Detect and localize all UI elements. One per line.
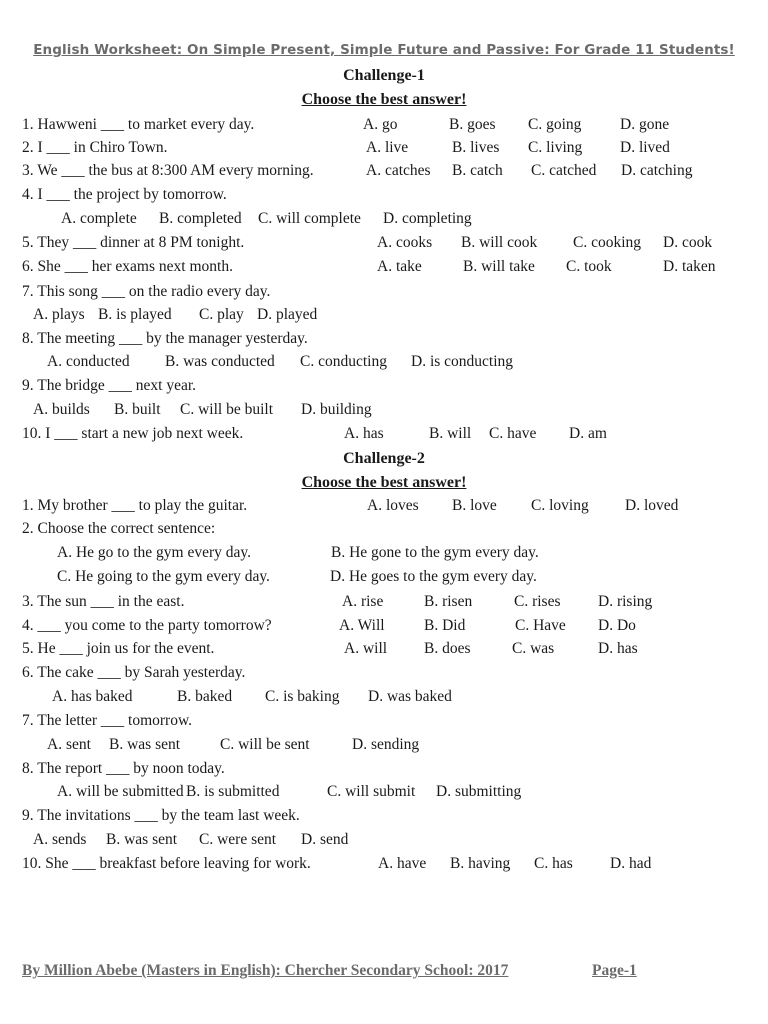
answer-option: B. having	[450, 855, 511, 872]
answer-option: B. was conducted	[165, 353, 275, 370]
answer-option: C. will be built	[180, 401, 273, 418]
answer-option: A. will	[344, 640, 388, 657]
answer-option: B. built	[114, 401, 161, 418]
answer-option: C. is baking	[265, 688, 340, 705]
answer-option: A. has	[344, 425, 384, 442]
answer-option: B. is submitted	[186, 783, 280, 800]
answer-option: A. complete	[61, 210, 137, 227]
answer-option: A. builds	[33, 401, 90, 418]
answer-option: A. rise	[342, 593, 384, 610]
question-text: 1. My brother ___ to play the guitar.	[22, 497, 248, 514]
answer-option: D. rising	[598, 593, 653, 610]
question-text: 8. The meeting ___ by the manager yesterday.	[22, 330, 308, 347]
answer-option: A. cooks	[377, 234, 433, 251]
answer-option: B. was sent	[106, 831, 178, 848]
answer-option: D. sending	[352, 736, 420, 753]
challenge1-line	[0, 234, 768, 256]
answer-option: C. Have	[515, 617, 566, 634]
challenge-2-title: Challenge-2	[343, 450, 425, 467]
question-text: 8. The report ___ by noon today.	[22, 760, 225, 777]
answer-option: B. baked	[177, 688, 233, 705]
answer-option: A. catches	[366, 162, 431, 179]
answer-option: D. is conducting	[411, 353, 514, 370]
question-text: 9. The invitations ___ by the team last week.	[22, 807, 300, 824]
answer-option: B. was sent	[109, 736, 181, 753]
answer-option: C. will be sent	[220, 736, 310, 753]
challenge2-line	[0, 736, 768, 758]
challenge2-line	[0, 807, 768, 829]
answer-option: A. take	[377, 258, 422, 275]
answer-option: D. Do	[598, 617, 636, 634]
question-text: 4. I ___ the project by tomorrow.	[22, 186, 227, 203]
answer-option: A. plays	[33, 306, 85, 323]
challenge1-line	[0, 330, 768, 352]
answer-option: B. He gone to the gym every day.	[331, 544, 539, 561]
answer-option: B. will cook	[461, 234, 538, 251]
answer-option: C. will complete	[258, 210, 361, 227]
challenge1-line	[0, 401, 768, 423]
challenge2-line	[0, 497, 768, 519]
answer-option: D. building	[301, 401, 372, 418]
answer-option: A. conducted	[47, 353, 130, 370]
answer-option: D. has	[598, 640, 638, 657]
answer-option: D. catching	[621, 162, 693, 179]
challenge-1-title: Challenge-1	[343, 67, 425, 84]
answer-option: B. goes	[449, 116, 496, 133]
question-text: 7. The letter ___ tomorrow.	[22, 712, 193, 729]
challenge2-line	[0, 520, 768, 542]
answer-option: C. cooking	[573, 234, 642, 251]
question-text: 6. The cake ___ by Sarah yesterday.	[22, 664, 246, 681]
answer-option: A. He go to the gym every day.	[57, 544, 251, 561]
question-text: 7. This song ___ on the radio every day.	[22, 283, 271, 300]
answer-option: B. will	[429, 425, 472, 442]
answer-option: D. was baked	[368, 688, 452, 705]
answer-option: C. conducting	[300, 353, 387, 370]
challenge1-line	[0, 306, 768, 328]
answer-option: C. have	[489, 425, 537, 442]
answer-option: D. gone	[620, 116, 670, 133]
answer-option: D. loved	[625, 497, 679, 514]
answer-option: A. sent	[47, 736, 91, 753]
answer-option: B. is played	[98, 306, 172, 323]
challenge2-line	[0, 664, 768, 686]
answer-option: C. He going to the gym every day.	[57, 568, 270, 585]
question-text: 5. They ___ dinner at 8 PM tonight.	[22, 234, 245, 251]
answer-option: D. taken	[663, 258, 716, 275]
answer-option: B. risen	[424, 593, 473, 610]
answer-option: B. does	[424, 640, 471, 657]
challenge1-line	[0, 283, 768, 305]
challenge1-line	[0, 210, 768, 232]
challenge2-line	[0, 712, 768, 734]
answer-option: C. catched	[531, 162, 597, 179]
answer-option: C. going	[528, 116, 582, 133]
challenge1-line	[0, 186, 768, 208]
answer-option: D. cook	[663, 234, 713, 251]
challenge1-line	[0, 425, 768, 447]
challenge1-line	[0, 162, 768, 184]
challenge2-line	[0, 617, 768, 639]
answer-option: A. loves	[367, 497, 419, 514]
footer-credit: By Million Abebe (Masters in English): Chercher Secondary School: 2017	[22, 962, 509, 979]
answer-option: A. will be submitted	[57, 783, 184, 800]
question-text: 3. We ___ the bus at 8:300 AM every morning.	[22, 162, 314, 179]
answer-option: C. will submit	[327, 783, 416, 800]
answer-option: D. had	[610, 855, 652, 872]
challenge1-line	[0, 377, 768, 399]
answer-option: C. were sent	[199, 831, 277, 848]
challenge2-line	[0, 688, 768, 710]
answer-option: C. took	[566, 258, 612, 275]
answer-option: A. have	[378, 855, 427, 872]
answer-option: D. submitting	[436, 783, 522, 800]
answer-option: D. He goes to the gym every day.	[330, 568, 537, 585]
challenge2-line	[0, 593, 768, 615]
question-text: 10. She ___ breakfast before leaving for work.	[22, 855, 311, 872]
answer-option: B. lives	[452, 139, 500, 156]
answer-option: B. catch	[452, 162, 503, 179]
answer-option: D. completing	[383, 210, 472, 227]
question-text: 2. Choose the correct sentence:	[22, 520, 216, 537]
answer-option: C. living	[528, 139, 583, 156]
challenge2-line	[0, 568, 768, 590]
answer-option: C. has	[534, 855, 573, 872]
question-text: 6. She ___ her exams next month.	[22, 258, 233, 275]
answer-option: C. was	[512, 640, 555, 657]
challenge2-line	[0, 544, 768, 566]
question-text: 1. Hawweni ___ to market every day.	[22, 116, 255, 133]
challenge1-line	[0, 116, 768, 138]
challenge2-line	[0, 855, 768, 877]
answer-option: C. rises	[514, 593, 561, 610]
question-text: 2. I ___ in Chiro Town.	[22, 139, 168, 156]
question-text: 10. I ___ start a new job next week.	[22, 425, 244, 442]
answer-option: B. Did	[424, 617, 466, 634]
challenge1-line	[0, 139, 768, 161]
answer-option: C. play	[199, 306, 244, 323]
answer-option: A. sends	[33, 831, 87, 848]
challenge-2-instruction: Choose the best answer!	[301, 474, 467, 491]
challenge1-line	[0, 258, 768, 280]
answer-option: A. has baked	[52, 688, 133, 705]
answer-option: A. live	[366, 139, 409, 156]
question-text: 3. The sun ___ in the east.	[22, 593, 185, 610]
worksheet-header: English Worksheet: On Simple Present, Simple Future and Passive: For Grade 11 Students!	[33, 42, 735, 58]
question-text: 9. The bridge ___ next year.	[22, 377, 197, 394]
answer-option: D. am	[569, 425, 607, 442]
answer-option: D. lived	[620, 139, 670, 156]
challenge2-line	[0, 640, 768, 662]
footer-page-number: Page-1	[592, 962, 637, 979]
answer-option: B. will take	[463, 258, 535, 275]
question-text: 4. ___ you come to the party tomorrow?	[22, 617, 272, 634]
challenge-1-instruction: Choose the best answer!	[301, 91, 467, 108]
answer-option: C. loving	[531, 497, 589, 514]
question-text: 5. He ___ join us for the event.	[22, 640, 215, 657]
challenge1-line	[0, 353, 768, 375]
answer-option: B. love	[452, 497, 497, 514]
answer-option: D. send	[301, 831, 349, 848]
challenge2-line	[0, 831, 768, 853]
answer-option: A. Will	[339, 617, 385, 634]
answer-option: D. played	[257, 306, 318, 323]
challenge2-line	[0, 783, 768, 805]
challenge2-line	[0, 760, 768, 782]
answer-option: A. go	[363, 116, 398, 133]
answer-option: B. completed	[159, 210, 242, 227]
